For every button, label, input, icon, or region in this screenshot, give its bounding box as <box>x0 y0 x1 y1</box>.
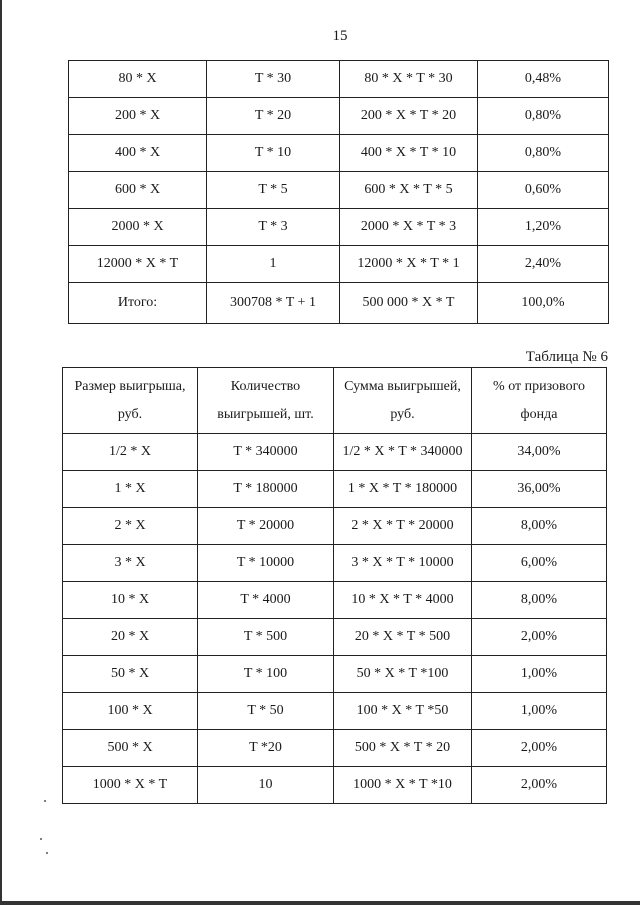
table-row <box>63 730 607 767</box>
cell-prize-percent: 2,40% <box>478 246 609 283</box>
scan-speck <box>44 800 46 802</box>
cell-prize-count: T * 5 <box>207 172 340 209</box>
header-prize-fund-percent: % от призового фонда <box>472 368 607 434</box>
cell-prize-count: T * 10 <box>207 135 340 172</box>
table-row <box>63 656 607 693</box>
cell-prize-percent: 1,20% <box>478 209 609 246</box>
cell-prize-count: T *20 <box>198 730 334 767</box>
cell-prize-sum: 2000 * X * T * 3 <box>340 209 478 246</box>
cell-prize-count: T * 10000 <box>198 545 334 582</box>
table-row <box>69 98 609 135</box>
table-row <box>63 693 607 730</box>
prize-table-6 <box>62 367 607 804</box>
scan-speck <box>46 852 48 854</box>
cell-prize-count: T * 20 <box>207 98 340 135</box>
cell-prize-sum: 200 * X * T * 20 <box>340 98 478 135</box>
cell-prize-sum: 1/2 * X * T * 340000 <box>334 434 472 471</box>
cell-prize-count: T * 30 <box>207 61 340 98</box>
cell-prize-size: 500 * X <box>63 730 198 767</box>
table-row <box>69 209 609 246</box>
cell-prize-size: 10 * X <box>63 582 198 619</box>
cell-prize-size: 80 * X <box>69 61 207 98</box>
prize-table-continued <box>68 60 609 324</box>
cell-prize-sum: 2 * X * T * 20000 <box>334 508 472 545</box>
table-row <box>63 434 607 471</box>
scan-speck <box>40 838 42 840</box>
cell-prize-size: 1/2 * X <box>63 434 198 471</box>
cell-prize-size: 600 * X <box>69 172 207 209</box>
scan-edge-bottom <box>0 901 640 905</box>
page-number: 15 <box>332 28 348 44</box>
cell-prize-sum: 10 * X * T * 4000 <box>334 582 472 619</box>
table-row <box>63 508 607 545</box>
table-row <box>69 61 609 98</box>
cell-prize-count: T * 3 <box>207 209 340 246</box>
table-row <box>63 767 607 804</box>
cell-prize-percent: 2,00% <box>472 730 607 767</box>
cell-prize-percent: 8,00% <box>472 582 607 619</box>
cell-prize-count: T * 4000 <box>198 582 334 619</box>
cell-prize-count: T * 340000 <box>198 434 334 471</box>
cell-prize-sum: 1000 * X * T *10 <box>334 767 472 804</box>
cell-prize-size: 20 * X <box>63 619 198 656</box>
cell-prize-size: 100 * X <box>63 693 198 730</box>
cell-prize-count: 10 <box>198 767 334 804</box>
cell-prize-percent: 34,00% <box>472 434 607 471</box>
cell-prize-percent: 0,80% <box>478 98 609 135</box>
cell-prize-sum: 3 * X * T * 10000 <box>334 545 472 582</box>
header-prize-size: Размер выигрыша, руб. <box>63 368 198 434</box>
table-header-row <box>63 368 607 434</box>
cell-prize-percent: 36,00% <box>472 471 607 508</box>
cell-prize-percent: 0,80% <box>478 135 609 172</box>
cell-prize-size: Итого: <box>69 283 207 324</box>
cell-prize-sum: 500 * X * T * 20 <box>334 730 472 767</box>
table-6-caption: Таблица № 6 <box>525 349 608 365</box>
header-prize-count: Количество выигрышей, шт. <box>198 368 334 434</box>
cell-prize-percent: 1,00% <box>472 656 607 693</box>
cell-prize-size: 400 * X <box>69 135 207 172</box>
cell-prize-sum: 400 * X * T * 10 <box>340 135 478 172</box>
cell-prize-percent: 2,00% <box>472 767 607 804</box>
cell-prize-sum: 80 * X * T * 30 <box>340 61 478 98</box>
cell-prize-sum: 500 000 * X * T <box>340 283 478 324</box>
table-row <box>69 172 609 209</box>
cell-prize-size: 1 * X <box>63 471 198 508</box>
cell-prize-size: 3 * X <box>63 545 198 582</box>
cell-prize-sum: 12000 * X * T * 1 <box>340 246 478 283</box>
cell-prize-count: T * 180000 <box>198 471 334 508</box>
cell-prize-percent: 100,0% <box>478 283 609 324</box>
cell-prize-size: 2 * X <box>63 508 198 545</box>
cell-prize-percent: 6,00% <box>472 545 607 582</box>
cell-prize-count: T * 50 <box>198 693 334 730</box>
cell-prize-percent: 0,60% <box>478 172 609 209</box>
header-prize-sum: Сумма выигрышей, руб. <box>334 368 472 434</box>
cell-prize-count: T * 20000 <box>198 508 334 545</box>
table-row <box>63 545 607 582</box>
cell-prize-sum: 1 * X * T * 180000 <box>334 471 472 508</box>
cell-prize-count: T * 500 <box>198 619 334 656</box>
cell-prize-size: 1000 * X * T <box>63 767 198 804</box>
cell-prize-size: 2000 * X <box>69 209 207 246</box>
table-row <box>69 135 609 172</box>
table-row <box>69 283 609 324</box>
cell-prize-sum: 20 * X * T * 500 <box>334 619 472 656</box>
cell-prize-size: 50 * X <box>63 656 198 693</box>
cell-prize-sum: 100 * X * T *50 <box>334 693 472 730</box>
table-row <box>63 471 607 508</box>
cell-prize-count: 300708 * T + 1 <box>207 283 340 324</box>
table-row <box>69 246 609 283</box>
cell-prize-percent: 8,00% <box>472 508 607 545</box>
scan-edge-left <box>0 0 2 905</box>
table-row <box>63 582 607 619</box>
cell-prize-count: 1 <box>207 246 340 283</box>
cell-prize-size: 200 * X <box>69 98 207 135</box>
table-row <box>63 619 607 656</box>
cell-prize-size: 12000 * X * T <box>69 246 207 283</box>
cell-prize-percent: 1,00% <box>472 693 607 730</box>
cell-prize-sum: 50 * X * T *100 <box>334 656 472 693</box>
cell-prize-sum: 600 * X * T * 5 <box>340 172 478 209</box>
cell-prize-percent: 2,00% <box>472 619 607 656</box>
cell-prize-percent: 0,48% <box>478 61 609 98</box>
cell-prize-count: T * 100 <box>198 656 334 693</box>
